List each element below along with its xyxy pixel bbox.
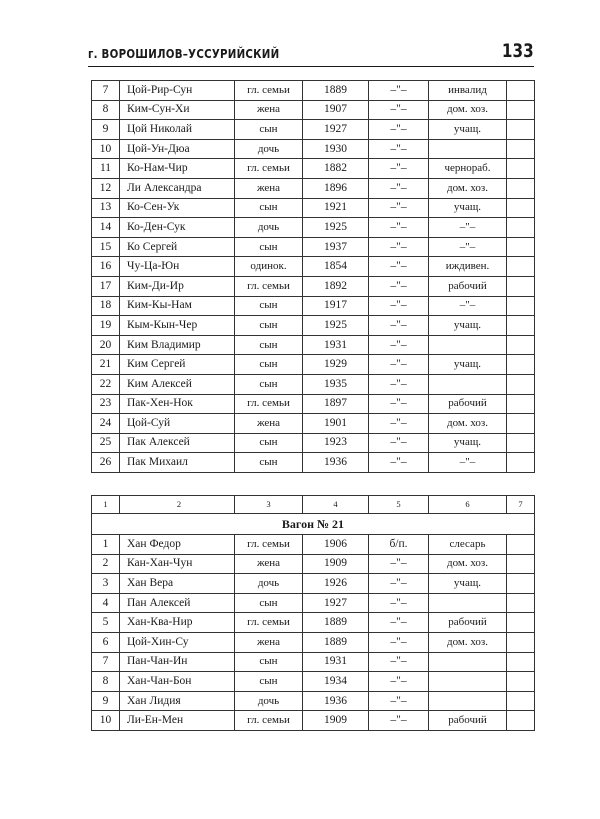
table-row [92, 139, 535, 159]
page-header [88, 40, 534, 70]
party-status-cell: –"– [369, 120, 429, 140]
row-number-cell: 11 [92, 159, 120, 179]
row-number-cell: 18 [92, 296, 120, 316]
party-status-cell: –"– [369, 139, 429, 159]
person-name-cell: Кан-Хан-Чун [120, 554, 235, 574]
occupation-cell [429, 374, 507, 394]
column-number: 1 [92, 496, 120, 514]
table-row [92, 535, 535, 555]
party-status-cell: –"– [369, 593, 429, 613]
note-cell [507, 237, 535, 257]
occupation-cell: слесарь [429, 535, 507, 555]
family-role-cell: жена [235, 414, 303, 434]
note-cell [507, 554, 535, 574]
row-number-cell: 10 [92, 711, 120, 731]
note-cell [507, 159, 535, 179]
birth-year-cell: 1909 [303, 711, 369, 731]
birth-year-cell: 1925 [303, 316, 369, 336]
party-status-cell: –"– [369, 414, 429, 434]
family-role-cell: дочь [235, 574, 303, 594]
occupation-cell [429, 652, 507, 672]
person-name-cell: Хан-Чан-Бон [120, 672, 235, 692]
family-role-cell: гл. семьи [235, 276, 303, 296]
party-status-cell: –"– [369, 178, 429, 198]
birth-year-cell: 1925 [303, 218, 369, 238]
note-cell [507, 593, 535, 613]
person-name-cell: Хан Федор [120, 535, 235, 555]
note-cell [507, 711, 535, 731]
family-role-cell: гл. семьи [235, 535, 303, 555]
person-name-cell: Пан Алексей [120, 593, 235, 613]
birth-year-cell: 1936 [303, 453, 369, 473]
note-cell [507, 218, 535, 238]
birth-year-cell: 1923 [303, 433, 369, 453]
party-status-cell: –"– [369, 574, 429, 594]
table-row [92, 433, 535, 453]
person-name-cell: Пак Алексей [120, 433, 235, 453]
party-status-cell: –"– [369, 159, 429, 179]
row-number-cell: 3 [92, 574, 120, 594]
party-status-cell: –"– [369, 257, 429, 277]
occupation-cell [429, 672, 507, 692]
occupation-cell: –"– [429, 296, 507, 316]
birth-year-cell: 1906 [303, 535, 369, 555]
table-row [92, 237, 535, 257]
note-cell [507, 257, 535, 277]
family-role-cell: сын [235, 433, 303, 453]
person-name-cell: Цой-Суй [120, 414, 235, 434]
note-cell [507, 374, 535, 394]
family-role-cell: одинок. [235, 257, 303, 277]
person-name-cell: Чу-Ца-Юн [120, 257, 235, 277]
wagon-21-table [91, 495, 535, 731]
row-number-cell: 6 [92, 632, 120, 652]
table-row [92, 296, 535, 316]
note-cell [507, 453, 535, 473]
person-name-cell: Пак-Хен-Нок [120, 394, 235, 414]
table-row [92, 414, 535, 434]
row-number-cell: 8 [92, 100, 120, 120]
family-role-cell: гл. семьи [235, 394, 303, 414]
birth-year-cell: 1935 [303, 374, 369, 394]
party-status-cell: –"– [369, 652, 429, 672]
note-cell [507, 613, 535, 633]
birth-year-cell: 1934 [303, 672, 369, 692]
family-role-cell: сын [235, 120, 303, 140]
wagon-title: Вагон № 21 [92, 514, 535, 535]
note-cell [507, 100, 535, 120]
family-role-cell: сын [235, 672, 303, 692]
row-number-cell: 19 [92, 316, 120, 336]
party-status-cell: –"– [369, 453, 429, 473]
family-role-cell: сын [235, 374, 303, 394]
party-status-cell: –"– [369, 335, 429, 355]
row-number-cell: 14 [92, 218, 120, 238]
row-number-cell: 9 [92, 120, 120, 140]
deportation-list-table-continued [91, 80, 535, 473]
row-number-cell: 2 [92, 554, 120, 574]
person-name-cell: Ко-Нам-Чир [120, 159, 235, 179]
table-row [92, 81, 535, 101]
person-name-cell: Ли-Ен-Мен [120, 711, 235, 731]
person-name-cell: Ким Алексей [120, 374, 235, 394]
row-number-cell: 16 [92, 257, 120, 277]
occupation-cell: учащ. [429, 120, 507, 140]
row-number-cell: 24 [92, 414, 120, 434]
row-number-cell: 7 [92, 81, 120, 101]
column-number: 3 [235, 496, 303, 514]
occupation-cell: учащ. [429, 316, 507, 336]
party-status-cell: –"– [369, 355, 429, 375]
table-row [92, 554, 535, 574]
table-row [92, 218, 535, 238]
note-cell [507, 178, 535, 198]
party-status-cell: –"– [369, 554, 429, 574]
birth-year-cell: 1931 [303, 335, 369, 355]
note-cell [507, 535, 535, 555]
note-cell [507, 414, 535, 434]
party-status-cell: –"– [369, 296, 429, 316]
occupation-cell: дом. хоз. [429, 632, 507, 652]
note-cell [507, 81, 535, 101]
birth-year-cell: 1937 [303, 237, 369, 257]
occupation-cell: дом. хоз. [429, 100, 507, 120]
birth-year-cell: 1917 [303, 296, 369, 316]
birth-year-cell: 1931 [303, 652, 369, 672]
note-cell [507, 198, 535, 218]
family-role-cell: дочь [235, 218, 303, 238]
row-number-cell: 21 [92, 355, 120, 375]
birth-year-cell: 1854 [303, 257, 369, 277]
table-row [92, 276, 535, 296]
family-role-cell: жена [235, 554, 303, 574]
occupation-cell: учащ. [429, 574, 507, 594]
birth-year-cell: 1907 [303, 100, 369, 120]
birth-year-cell: 1889 [303, 613, 369, 633]
party-status-cell: –"– [369, 100, 429, 120]
birth-year-cell: 1882 [303, 159, 369, 179]
occupation-cell: дом. хоз. [429, 178, 507, 198]
person-name-cell: Ко Сергей [120, 237, 235, 257]
birth-year-cell: 1897 [303, 394, 369, 414]
person-name-cell: Ким Владимир [120, 335, 235, 355]
table-row [92, 453, 535, 473]
table-row [92, 374, 535, 394]
table-row [92, 355, 535, 375]
table-row [92, 335, 535, 355]
party-status-cell: –"– [369, 218, 429, 238]
person-name-cell: Кым-Кын-Чер [120, 316, 235, 336]
table-row [92, 711, 535, 731]
person-name-cell: Ким-Сун-Хи [120, 100, 235, 120]
birth-year-cell: 1930 [303, 139, 369, 159]
birth-year-cell: 1889 [303, 632, 369, 652]
family-role-cell: сын [235, 335, 303, 355]
column-number-row [92, 496, 535, 514]
occupation-cell: рабочий [429, 394, 507, 414]
table-row [92, 198, 535, 218]
row-number-cell: 5 [92, 613, 120, 633]
person-name-cell: Хан Лидия [120, 691, 235, 711]
family-role-cell: сын [235, 296, 303, 316]
family-role-cell: жена [235, 100, 303, 120]
person-name-cell: Хан-Ква-Нир [120, 613, 235, 633]
table-row [92, 574, 535, 594]
row-number-cell: 13 [92, 198, 120, 218]
table-row [92, 652, 535, 672]
column-number: 6 [429, 496, 507, 514]
row-number-cell: 12 [92, 178, 120, 198]
occupation-cell: рабочий [429, 711, 507, 731]
row-number-cell: 20 [92, 335, 120, 355]
column-number: 7 [507, 496, 535, 514]
person-name-cell: Цой-Рир-Сун [120, 81, 235, 101]
birth-year-cell: 1936 [303, 691, 369, 711]
family-role-cell: жена [235, 178, 303, 198]
column-number: 4 [303, 496, 369, 514]
family-role-cell: сын [235, 652, 303, 672]
page-number: 133 [502, 40, 534, 62]
note-cell [507, 691, 535, 711]
note-cell [507, 394, 535, 414]
note-cell [507, 120, 535, 140]
table-row [92, 394, 535, 414]
table-row [92, 316, 535, 336]
occupation-cell: –"– [429, 453, 507, 473]
family-role-cell: сын [235, 593, 303, 613]
person-name-cell: Ким Сергей [120, 355, 235, 375]
person-name-cell: Цой Николай [120, 120, 235, 140]
family-role-cell: сын [235, 453, 303, 473]
person-name-cell: Цой-Хин-Су [120, 632, 235, 652]
person-name-cell: Ким-Ди-Ир [120, 276, 235, 296]
occupation-cell: дом. хоз. [429, 554, 507, 574]
table-row [92, 632, 535, 652]
family-role-cell: гл. семьи [235, 159, 303, 179]
row-number-cell: 15 [92, 237, 120, 257]
row-number-cell: 9 [92, 691, 120, 711]
person-name-cell: Цой-Ун-Дюа [120, 139, 235, 159]
family-role-cell: гл. семьи [235, 81, 303, 101]
table-row [92, 613, 535, 633]
family-role-cell: сын [235, 355, 303, 375]
family-role-cell: сын [235, 237, 303, 257]
note-cell [507, 652, 535, 672]
occupation-cell: учащ. [429, 355, 507, 375]
occupation-cell: рабочий [429, 613, 507, 633]
note-cell [507, 276, 535, 296]
header-rule [88, 66, 534, 67]
birth-year-cell: 1927 [303, 593, 369, 613]
note-cell [507, 433, 535, 453]
birth-year-cell: 1892 [303, 276, 369, 296]
note-cell [507, 355, 535, 375]
party-status-cell: –"– [369, 237, 429, 257]
note-cell [507, 316, 535, 336]
birth-year-cell: 1889 [303, 81, 369, 101]
birth-year-cell: 1926 [303, 574, 369, 594]
note-cell [507, 335, 535, 355]
row-number-cell: 22 [92, 374, 120, 394]
party-status-cell: –"– [369, 198, 429, 218]
occupation-cell: чернораб. [429, 159, 507, 179]
row-number-cell: 1 [92, 535, 120, 555]
occupation-cell: –"– [429, 218, 507, 238]
occupation-cell [429, 691, 507, 711]
party-status-cell: –"– [369, 374, 429, 394]
birth-year-cell: 1896 [303, 178, 369, 198]
person-name-cell: Пан-Чан-Ин [120, 652, 235, 672]
person-name-cell: Ко-Ден-Сук [120, 218, 235, 238]
table-row [92, 257, 535, 277]
occupation-cell: инвалид [429, 81, 507, 101]
table-row [92, 593, 535, 613]
birth-year-cell: 1901 [303, 414, 369, 434]
family-role-cell: сын [235, 316, 303, 336]
party-status-cell: –"– [369, 316, 429, 336]
row-number-cell: 10 [92, 139, 120, 159]
birth-year-cell: 1929 [303, 355, 369, 375]
table-row [92, 120, 535, 140]
family-role-cell: сын [235, 198, 303, 218]
occupation-cell [429, 335, 507, 355]
party-status-cell: –"– [369, 711, 429, 731]
note-cell [507, 632, 535, 652]
person-name-cell: Ким-Кы-Нам [120, 296, 235, 316]
person-name-cell: Ли Александра [120, 178, 235, 198]
row-number-cell: 4 [92, 593, 120, 613]
party-status-cell: –"– [369, 276, 429, 296]
occupation-cell: дом. хоз. [429, 414, 507, 434]
column-number: 5 [369, 496, 429, 514]
party-status-cell: –"– [369, 632, 429, 652]
occupation-cell [429, 593, 507, 613]
row-number-cell: 17 [92, 276, 120, 296]
person-name-cell: Хан Вера [120, 574, 235, 594]
party-status-cell: –"– [369, 672, 429, 692]
wagon-title-row [92, 514, 535, 535]
row-number-cell: 7 [92, 652, 120, 672]
row-number-cell: 26 [92, 453, 120, 473]
table-row [92, 672, 535, 692]
birth-year-cell: 1909 [303, 554, 369, 574]
family-role-cell: жена [235, 632, 303, 652]
person-name-cell: Ко-Сен-Ук [120, 198, 235, 218]
row-number-cell: 8 [92, 672, 120, 692]
party-status-cell: –"– [369, 394, 429, 414]
occupation-cell [429, 139, 507, 159]
row-number-cell: 25 [92, 433, 120, 453]
family-role-cell: гл. семьи [235, 613, 303, 633]
row-number-cell: 23 [92, 394, 120, 414]
family-role-cell: гл. семьи [235, 711, 303, 731]
table-row [92, 691, 535, 711]
family-role-cell: дочь [235, 691, 303, 711]
table-row [92, 100, 535, 120]
occupation-cell: учащ. [429, 433, 507, 453]
occupation-cell: учащ. [429, 198, 507, 218]
note-cell [507, 574, 535, 594]
party-status-cell: –"– [369, 81, 429, 101]
party-status-cell: б/п. [369, 535, 429, 555]
note-cell [507, 296, 535, 316]
party-status-cell: –"– [369, 433, 429, 453]
person-name-cell: Пак Михаил [120, 453, 235, 473]
family-role-cell: дочь [235, 139, 303, 159]
note-cell [507, 672, 535, 692]
note-cell [507, 139, 535, 159]
occupation-cell: –"– [429, 237, 507, 257]
party-status-cell: –"– [369, 613, 429, 633]
birth-year-cell: 1927 [303, 120, 369, 140]
table-row [92, 159, 535, 179]
table-row [92, 178, 535, 198]
birth-year-cell: 1921 [303, 198, 369, 218]
running-title: г. ВОРОШИЛОВ–УССУРИЙСКИЙ [88, 46, 280, 61]
occupation-cell: рабочий [429, 276, 507, 296]
column-number: 2 [120, 496, 235, 514]
occupation-cell: иждивен. [429, 257, 507, 277]
party-status-cell: –"– [369, 691, 429, 711]
